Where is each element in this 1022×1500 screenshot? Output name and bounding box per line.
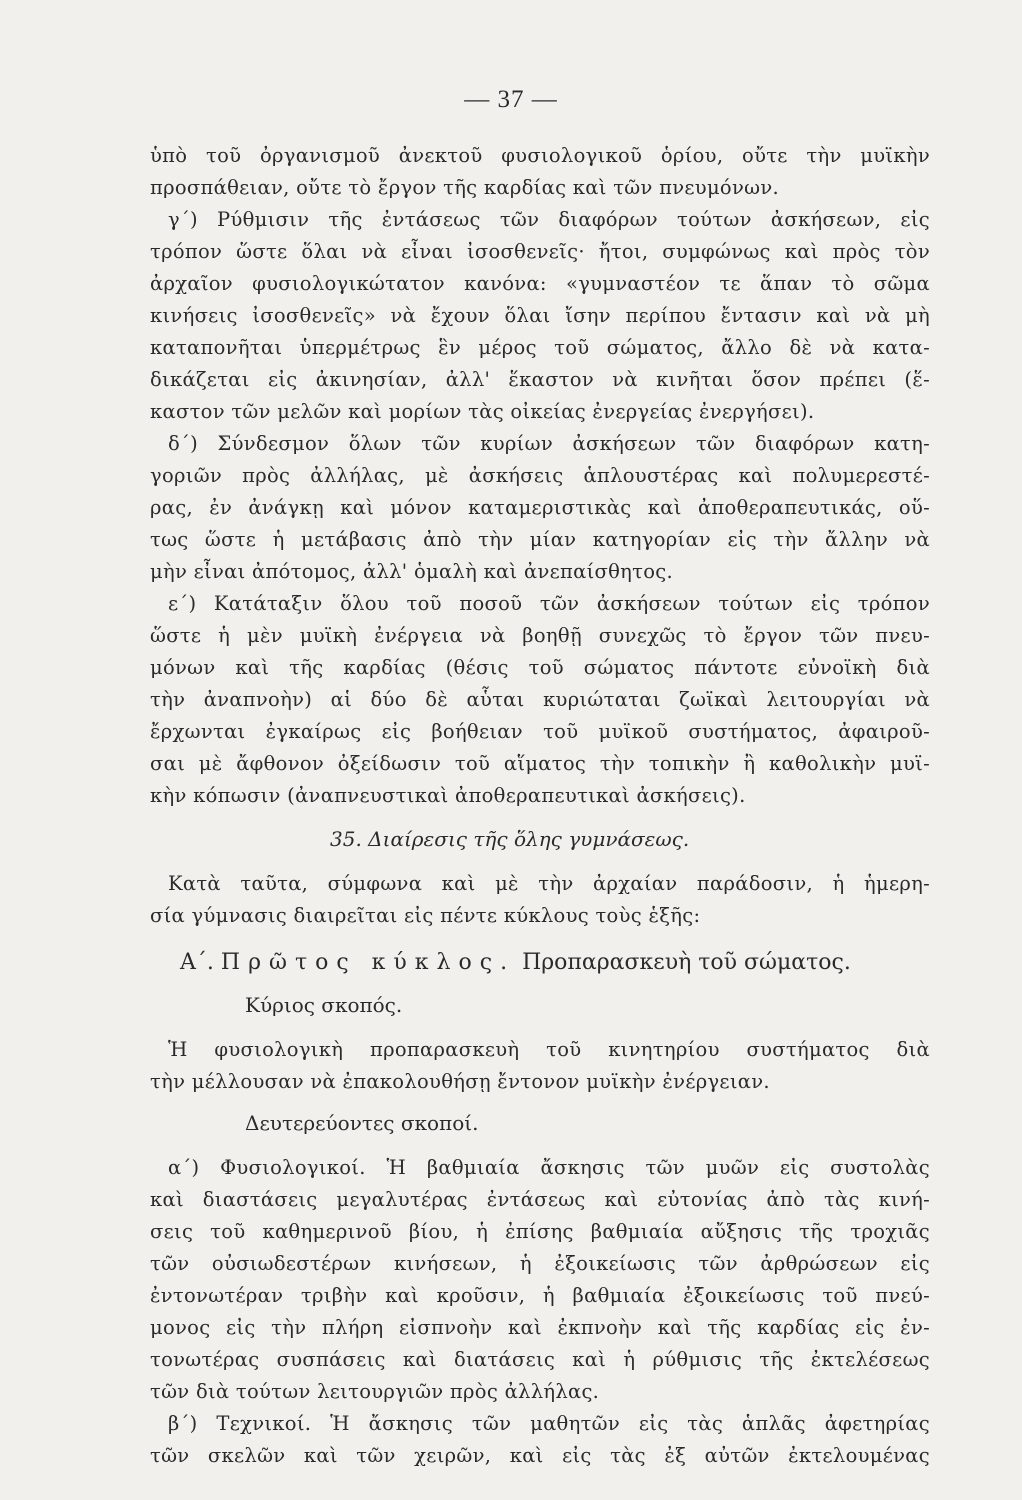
secondary-line: καὶ διαστάσεις μεγαλυτέρας ἐντάσεως καὶ εὐτονίας ἀπὸ τὰς κινή- (150, 1188, 930, 1211)
text-line: δ΄) Σύνδεσμον ὅλων τῶν κυρίων ἀσκήσεων τῶν διαφόρων κατη- (168, 432, 930, 455)
section-heading: 35. Διαίρεσις τῆς ὅλης γυμνάσεως. (330, 827, 690, 851)
cycle-heading (150, 946, 930, 980)
text-line: τως ὥστε ἡ μετάβασις ἀπὸ τὴν μίαν κατηγορίαν εἰς τὴν ἄλλην νὰ (150, 528, 930, 551)
text-line: τρόπον ὥστε ὅλαι νὰ εἶναι ἰσοσθενεῖς· ἤτοι, συμφώνως καὶ πρὸς τὸν (150, 240, 930, 263)
secondary-label: Δευτερεύοντες σκοποί. (245, 1111, 479, 1135)
secondary-line: α΄) Φυσιολογικοί. Ἡ βαθμιαία ἄσκησις τῶν μυῶν εἰς συστολὰς (168, 1156, 930, 1179)
text-line: κὴν κόπωσιν (ἀναπνευστικαὶ ἀποθεραπευτικαὶ ἀσκήσεις). (150, 784, 746, 807)
text-line: ὑπὸ τοῦ ὀργανισμοῦ ἀνεκτοῦ φυσιολογικοῦ ὁρίου, οὔτε τὴν μυϊκὴν (150, 144, 930, 167)
secondary-line: β΄) Τεχνικοί. Ἡ ἄσκησις τῶν μαθητῶν εἰς τὰς ἁπλᾶς ἀφετηρίας (168, 1412, 930, 1435)
main-goal-label: Κύριος σκοπός. (245, 993, 403, 1017)
intro-line: σία γύμνασις διαιρεῖται εἰς πέντε κύκλους τοὺς ἑξῆς: (150, 904, 701, 927)
secondary-line: τονωτέρας συσπάσεις καὶ διατάσεις καὶ ἡ ρύθμισις τῆς ἐκτελέσεως (150, 1348, 930, 1371)
intro-line: Κατὰ ταῦτα, σύμφωνα καὶ μὲ τὴν ἀρχαίαν παράδοσιν, ἡ ἡμερη- (168, 872, 930, 895)
text-line: σαι μὲ ἄφθονον ὀξείδωσιν τοῦ αἵματος τὴν τοπικὴν ἢ καθολικὴν μυϊ- (150, 752, 930, 775)
text-line: γ΄) Ρύθμισιν τῆς ἐντάσεως τῶν διαφόρων τούτων ἀσκήσεων, εἰς (168, 208, 930, 231)
cycle-letter: Α΄. (180, 950, 214, 975)
text-line: ε΄) Κατάταξιν ὅλου τοῦ ποσοῦ τῶν ἀσκήσεων τούτων εἰς τρόπον (168, 592, 930, 615)
text-line: γοριῶν πρὸς ἀλλήλας, μὲ ἀσκήσεις ἁπλουστέρας καὶ πολυμερεστέ- (150, 464, 930, 487)
secondary-line: τῶν οὐσιωδεστέρων κινήσεων, ἡ ἐξοικείωσις τῶν ἀρθρώσεων εἰς (150, 1252, 930, 1275)
secondary-line: μονος εἰς τὴν πλήρη εἰσπνοὴν καὶ ἐκπνοὴν καὶ τῆς καρδίας εἰς ἐν- (150, 1316, 930, 1339)
text-line: μόνων καὶ τῆς καρδίας (θέσις τοῦ σώματος πάντοτε εὐνοϊκὴ διὰ (150, 656, 930, 679)
cycle-name: Πρῶτος κύκλος. (220, 950, 516, 975)
main-goal-line: Ἡ φυσιολογικὴ προπαρασκευὴ τοῦ κινητηρίου συστήματος διὰ (168, 1038, 930, 1061)
page-number: — 37 — (464, 86, 558, 113)
main-goal-line: τὴν μέλλουσαν νὰ ἐπακολουθήσῃ ἔντονον μυϊκὴν ἐνέργειαν. (150, 1070, 770, 1093)
secondary-line: ἐντονωτέραν τριβὴν καὶ κροῦσιν, ἡ βαθμιαία ἐξοικείωσις τοῦ πνεύ- (150, 1284, 930, 1307)
text-line: προσπάθειαν, οὔτε τὸ ἔργον τῆς καρδίας καὶ τῶν πνευμόνων. (150, 176, 779, 199)
text-line: κινήσεις ἰσοσθενεῖς» νὰ ἔχουν ὅλαι ἴσην περίπου ἔντασιν καὶ νὰ μὴ (150, 304, 930, 327)
text-line: ὥστε ἡ μὲν μυϊκὴ ἐνέργεια νὰ βοηθῇ συνεχῶς τὸ ἔργον τῶν πνευ- (150, 624, 930, 647)
text-line: τὴν ἀναπνοὴν) αἱ δύο δὲ αὗται κυριώταται ζωϊκαὶ λειτουργίαι νὰ (150, 688, 930, 711)
text-line: δικάζεται εἰς ἀκινησίαν, ἀλλ' ἕκαστον νὰ κινῆται ὅσον πρέπει (ἕ- (150, 368, 930, 391)
secondary-line: τῶν διὰ τούτων λειτουργιῶν πρὸς ἀλλήλας. (150, 1380, 600, 1403)
cycle-title: Προπαρασκευὴ τοῦ σώματος. (522, 950, 851, 975)
secondary-line: τῶν σκελῶν καὶ τῶν χειρῶν, καὶ εἰς τὰς ἐξ αὐτῶν ἐκτελουμένας (150, 1444, 930, 1467)
text-line: ἔρχωνται ἐγκαίρως εἰς βοήθειαν τοῦ μυϊκοῦ συστήματος, ἀφαιροῦ- (150, 720, 930, 743)
body-text (150, 140, 930, 1472)
text-line: ἀρχαῖον φυσιολογικώτατον κανόνα: «γυμναστέον τε ἅπαν τὸ σῶμα (150, 272, 930, 295)
secondary-line: σεις τοῦ καθημερινοῦ βίου, ἡ ἐπίσης βαθμιαία αὔξησις τῆς τροχιᾶς (150, 1220, 930, 1243)
text-line: ρας, ἐν ἀνάγκῃ καὶ μόνον καταμεριστικὰς καὶ ἀποθεραπευτικάς, οὕ- (150, 496, 930, 519)
text-line: καστον τῶν μελῶν καὶ μορίων τὰς οἰκείας ἐνεργείας ἐνεργήσει). (150, 400, 815, 423)
text-line: μὴν εἶναι ἀπότομος, ἀλλ' ὁμαλὴ καὶ ἀνεπαίσθητος. (150, 560, 674, 583)
text-line: καταπονῆται ὑπερμέτρως ἓν μέρος τοῦ σώματος, ἄλλο δὲ νὰ κατα- (150, 336, 930, 359)
